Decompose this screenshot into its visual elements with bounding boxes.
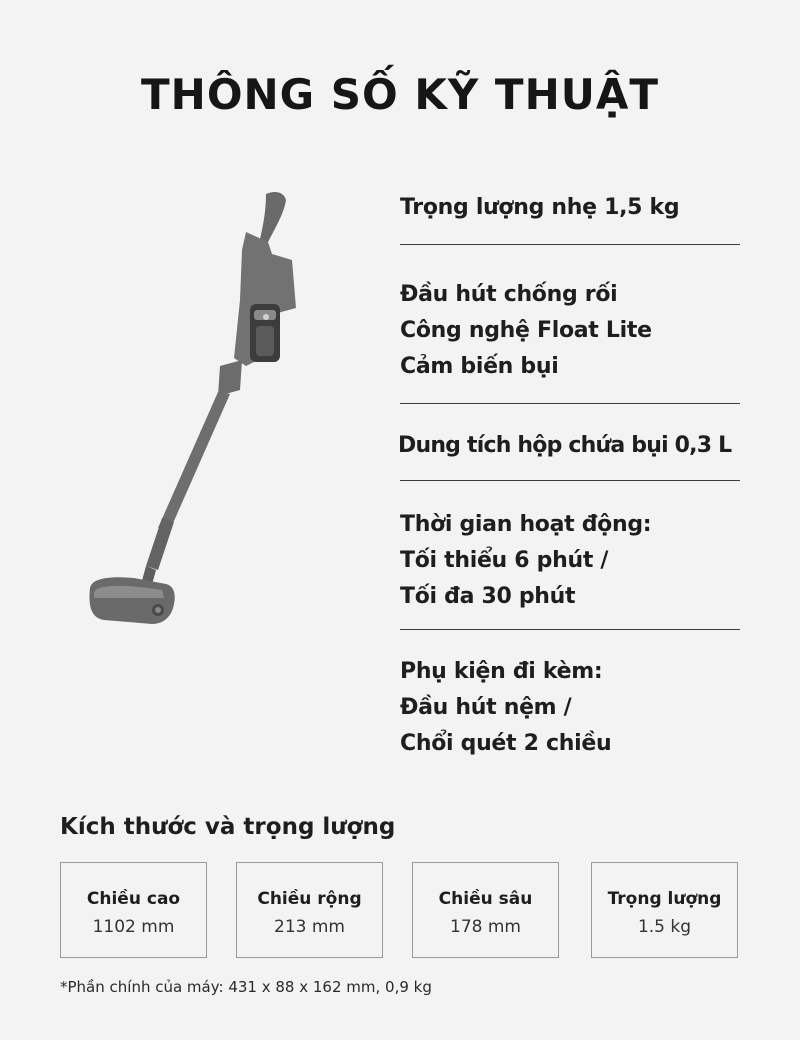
spec-line: Tối đa 30 phút (400, 584, 576, 609)
spec-line: Đầu hút nệm / (400, 695, 572, 720)
dimension-label: Chiều rộng (257, 889, 362, 909)
spec-runtime (400, 481, 740, 629)
dimension-value: 178 mm (450, 917, 521, 937)
spec-line: Công nghệ Float Lite (400, 318, 652, 343)
dimension-label: Trọng lượng (607, 889, 722, 909)
spec-line: Chổi quét 2 chiều (400, 731, 612, 756)
spec-dust-capacity (398, 404, 740, 480)
spec-line: Phụ kiện đi kèm: (400, 659, 603, 684)
spec-line: Thời gian hoạt động: (400, 512, 652, 537)
dimensions-heading: Kích thước và trọng lượng (60, 814, 396, 840)
dimension-label: Chiều sâu (438, 889, 533, 909)
dimension-value: 1.5 kg (637, 917, 692, 937)
spec-features (400, 245, 740, 403)
spec-list (400, 190, 740, 762)
footnote: *Phần chính của máy: 431 x 88 x 162 mm, 0,9 kg (60, 978, 432, 996)
vacuum-cleaner-image (70, 180, 330, 640)
spec-line: Đầu hút chống rối (400, 282, 618, 307)
dimensions-row (60, 862, 740, 960)
dimension-width (236, 862, 383, 958)
dimension-weight (591, 862, 738, 958)
spec-line: Trọng lượng nhẹ 1,5 kg (400, 195, 680, 220)
spec-line: Tối thiểu 6 phút / (400, 548, 609, 573)
spec-weight (400, 190, 740, 244)
spec-line: Cảm biến bụi (400, 354, 559, 379)
dimension-height (60, 862, 207, 958)
page-title: THÔNG SỐ KỸ THUẬT (141, 70, 659, 119)
dimension-depth (412, 862, 559, 958)
dimension-label: Chiều cao (86, 889, 181, 909)
dimension-value: 1102 mm (92, 917, 175, 937)
spec-accessories (400, 630, 740, 762)
spec-line: Dung tích hộp chứa bụi 0,3 L (398, 433, 732, 458)
dimension-value: 213 mm (274, 917, 345, 937)
